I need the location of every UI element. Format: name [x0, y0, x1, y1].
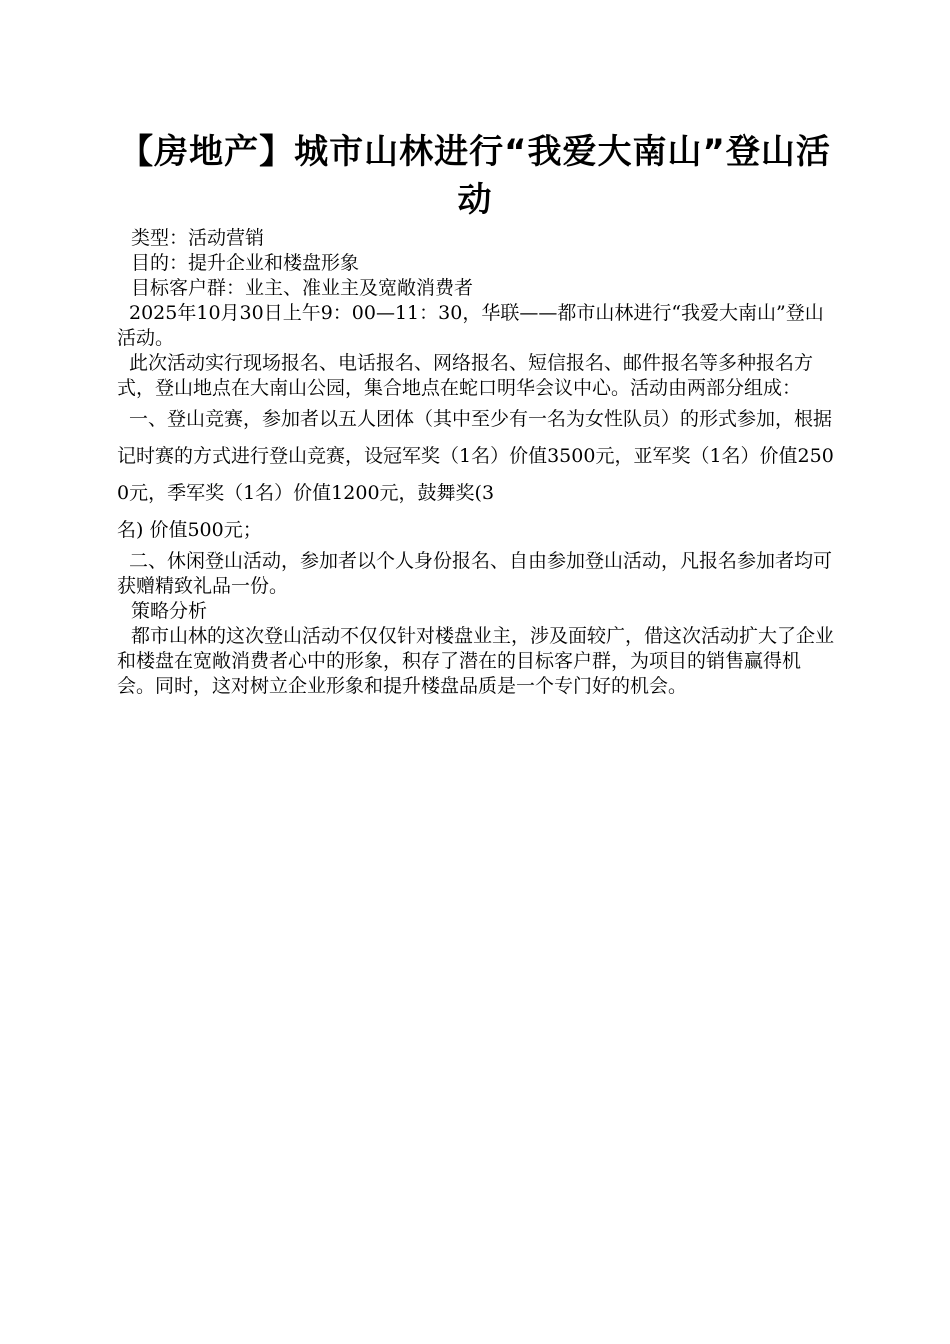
- part-two-paragraph: 二、休闲登山活动，参加者以个人身份报名、自由参加登山活动，凡报名参加者均可获赠精致礼品一份。: [117, 550, 833, 597]
- part-one-paragraph: 一、登山竞赛，参加者以五人团体（其中至少有一名为女性队员）的形式参加，根据记时赛的方式进行登山竞赛，设冠军奖（1名）价值3500元，亚军奖（1名）价值2500元，季军奖（1名）价值1200元，鼓舞奖(3: [117, 408, 834, 504]
- document-body: [117, 226, 835, 699]
- document-title: 【房地产】城市山林进行“我爱大南山”登山活动: [119, 132, 831, 220]
- purpose-line: 目的：提升企业和楼盘形象: [131, 252, 360, 274]
- registration-paragraph: 此次活动实行现场报名、电话报名、网络报名、短信报名、邮件报名等多种报名方式，登山地点在大南山公园，集合地点在蛇口明华会议中心。活动由两部分组成：: [117, 352, 814, 399]
- strategy-paragraph: 都市山林的这次登山活动不仅仅针对楼盘业主，涉及面较广，借这次活动扩大了企业和楼盘在宽敞消费者心中的形象，积存了潜在的目标客户群，为项目的销售赢得机会。同时，这对树立企业形象和提升楼盘品质是一个专门好的机会。: [117, 625, 835, 697]
- target-line: 目标客户群：业主、准业主及宽敞消费者: [131, 277, 474, 299]
- part-one-continuation: 名) 价值500元；: [117, 519, 262, 541]
- type-line: 类型：活动营销: [131, 227, 265, 249]
- intro-paragraph: 2025年10月30日上午9：00—11：30，华联——都市山林进行“我爱大南山”登山活动。: [117, 302, 824, 349]
- strategy-heading: 策略分析: [131, 600, 208, 622]
